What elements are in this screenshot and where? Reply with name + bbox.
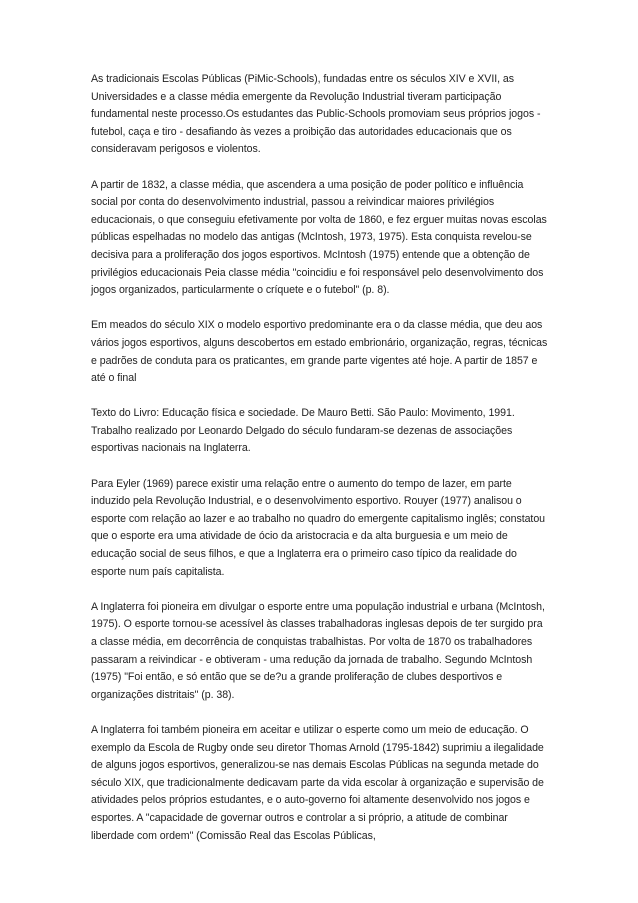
paragraph-4: Texto do Livro: Educação física e sociedade. De Mauro Betti. São Paulo: Movimento, 1991. Trabalho realizado por Leonardo Delgado do século fundaram-se dezenas de associações esportivas nacionais na Inglaterra. — [91, 407, 515, 455]
paragraph-1: As tradicionais Escolas Públicas (PiMic-Schools), fundadas entre os séculos XIV e XVII, as Universidades e a classe média emergente da Revolução Industrial tiveram participação fundamental neste processo.Os estudantes das Public-Schools promoviam seus próprios jogos - futebol, caça e tiro - desafiando às vezes a proibição das autoridades educacionais que os consideravam perigosos e violentos. — [91, 73, 541, 156]
paragraph-7: A Inglaterra foi também pioneira em aceitar e utilizar o esperte como um meio de educação. O exemplo da Escola de Rugby onde seu diretor Thomas Arnold (1795-1842) suprimiu a ilegalidade de alguns jogos esportivos, generalizou-se nas demais Escolas Públicas na segunda metade do século XIX, que tradicionalmente dedicavam parte da vida escolar à organização e supervisão de atividades pelos próprios estudantes, e o auto-governo foi altamente desenvolvido nos jogos e esportes. A "capacidade de governar outros e controlar a si próprio, a atitude de combinar liberdade com ordem" (Comissão Real das Escolas Públicas, — [91, 723, 544, 842]
document-body — [91, 71, 549, 863]
paragraph-2: A partir de 1832, a classe média, que ascendera a uma posição de poder político e influência social por conta do desenvolvimento industrial, passou a reivindicar maiores privilégios educacionais, o que conseguiu efetivamente por volta de 1860, e fez erguer muitas novas escolas públicas espelhadas no modelo das antigas (McIntosh, 1973, 1975). Esta conquista revelou-se decisiva para a proliferação dos jogos esportivos. McIntosh (1975) entende que a obtenção de privilégios educacionais Peia classe média "coincidiu e foi responsável pelo desenvolvimento dos jogos organizados, particularmente o críquete e o futebol" (p. 8). — [91, 178, 547, 297]
paragraph-3: Em meados do século XIX o modelo esportivo predominante era o da classe média, que deu aos vários jogos esportivos, alguns descobertos em estado embrionário, organização, regras, técnicas e padrões de conduta para os praticantes, em grande parte vigentes até hoje. A partir de 1857 e até o final — [91, 319, 548, 385]
paragraph-5: Para Eyler (1969) parece existir uma relação entre o aumento do tempo de lazer, em parte induzido pela Revolução Industrial, e o desenvolvimento esportivo. Rouyer (1977) analisou o esporte com relação ao lazer e ao trabalho no quadro do emergente capitalismo inglês; constatou que o esporte era uma atividade de ócio da aristocracia e da alta burguesia e um meio de educação social de seus filhos, e que a Inglaterra era o primeiro caso típico da realidade do esporte num país capitalista. — [91, 477, 546, 578]
paragraph-6: A Inglaterra foi pioneira em divulgar o esporte entre uma população industrial e urbana (McIntosh, 1975). O esporte tornou-se acessível às classes trabalhadoras inglesas depois de ter surgido pra a classe média, em decorrência de conquistas trabalhistas. Por volta de 1870 os trabalhadores passaram a reivindicar - e obtiveram - uma redução da jornada de trabalho. Segundo McIntosh (1975) "Foi então, e só então que se de?u a grande proliferação de clubes desportivos e organizações distritais" (p. 38). — [91, 600, 545, 701]
